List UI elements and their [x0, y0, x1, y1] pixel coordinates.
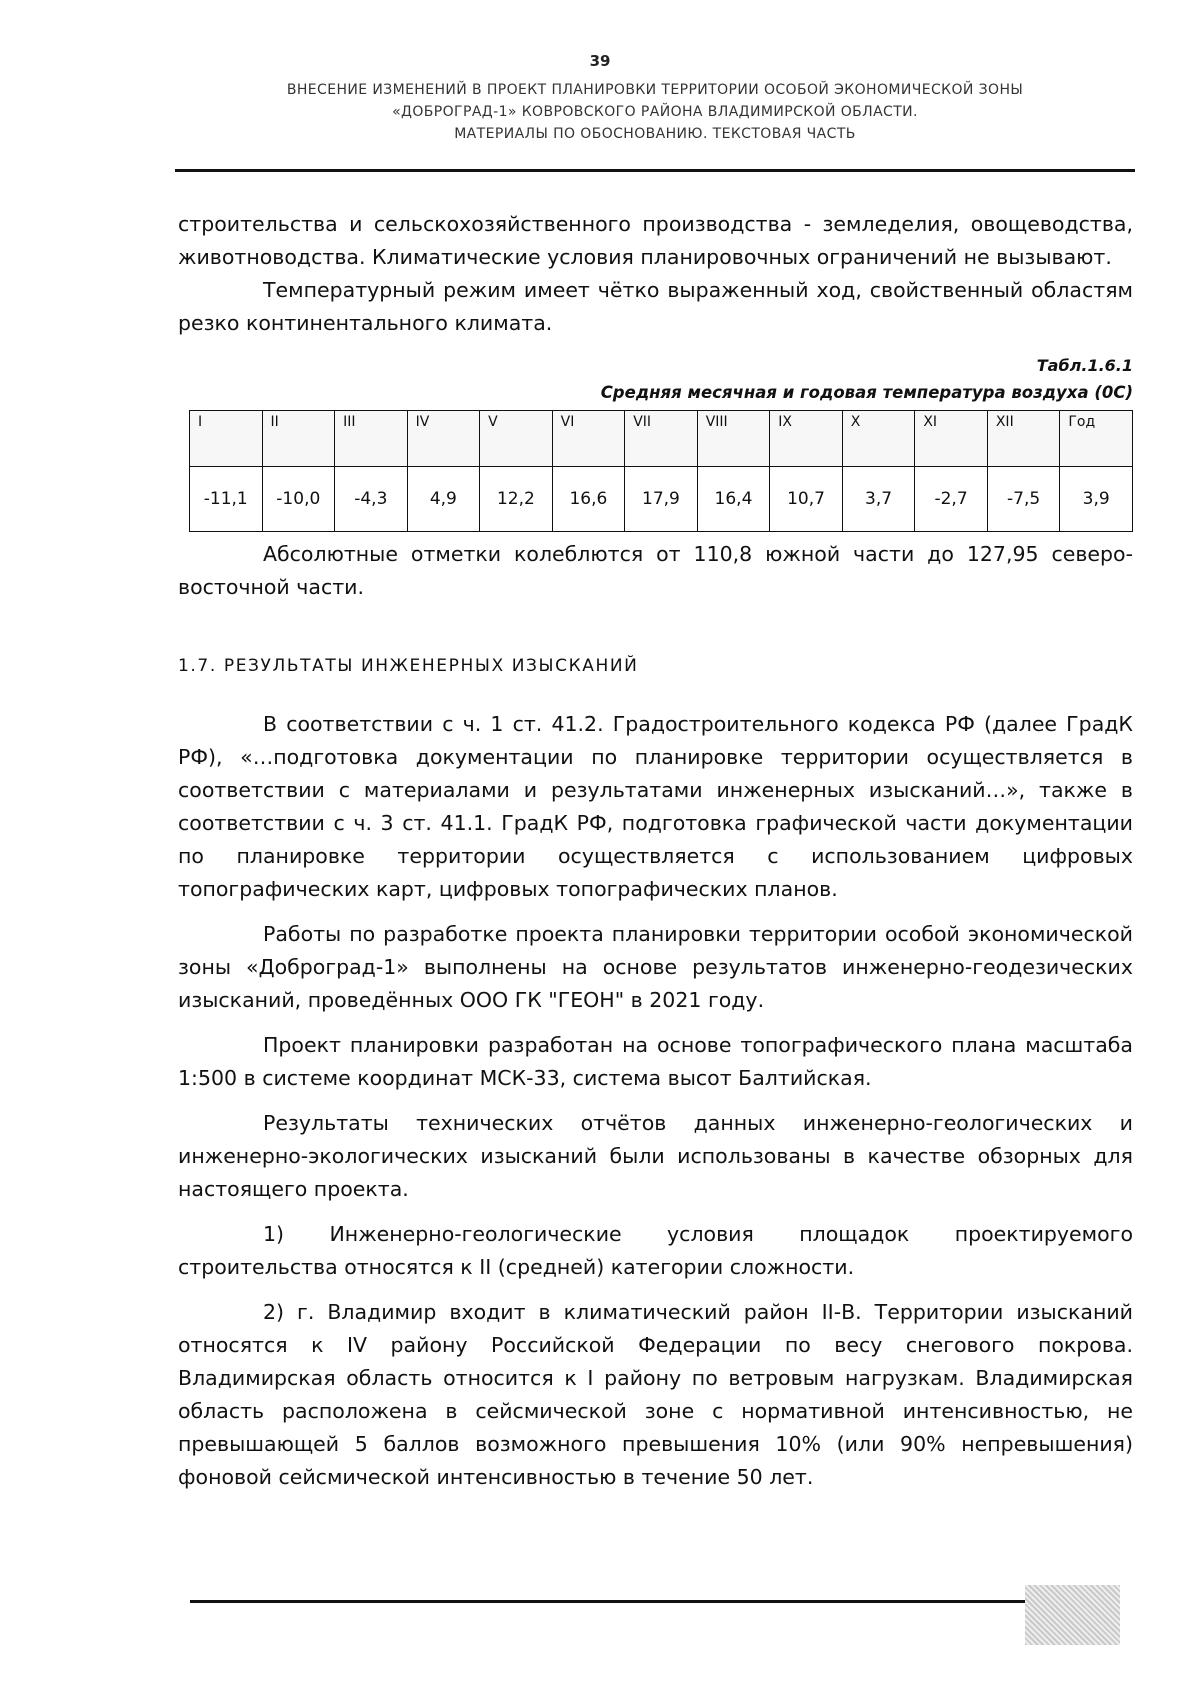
month-cell: IV: [407, 411, 480, 467]
value-cell: -2,7: [915, 467, 988, 532]
footer-divider: [190, 1600, 1086, 1603]
section-paragraph-1: В соответствии с ч. 1 ст. 41.2. Градостроительного кодекса РФ (далее ГрадК РФ), «…подготовка документации по планировке территории осуществляется в соответствии с материалами и результатами инженерных изысканий…», также в соответствии с ч. 3 ст. 41.1. ГрадК РФ, подготовка графической части документации по планировке территории осуществляется с использованием цифровых топографических карт, цифровых топографических планов.: [178, 712, 1133, 901]
header-line-2: «ДОБРОГРАД-1» КОВРОВСКОГО РАЙОНА ВЛАДИМИРСКОЙ ОБЛАСТИ.: [392, 104, 918, 120]
month-cell: VIII: [697, 411, 770, 467]
section-paragraph-6: 2) г. Владимир входит в климатический район II-В. Территории изысканий относятся к IV району Российской Федерации по весу снегового покрова. Владимирская область относится к I району по ветровым нагрузкам. Владимирская область расположена в сейсмической зоне с нормативной интенсивностью, не превышающей 5 баллов возможного превышения 10% (или 90% непревышения) фоновой сейсмической интенсивностью в течение 50 лет.: [178, 1300, 1133, 1489]
scan-stamp: [1025, 1585, 1120, 1645]
table-title: Средняя месячная и годовая температура воздуха (0С): [600, 383, 1133, 402]
after-table-text: [178, 538, 1133, 604]
value-cell: -10,0: [262, 467, 335, 532]
month-cell: VI: [552, 411, 625, 467]
month-cell: I: [190, 411, 263, 467]
section-body: [178, 708, 1133, 1494]
header-line-1: ВНЕСЕНИЕ ИЗМЕНЕНИЙ В ПРОЕКТ ПЛАНИРОВКИ ТЕРРИТОРИИ ОСОБОЙ ЭКОНОМИЧЕСКОЙ ЗОНЫ: [286, 82, 1024, 98]
table-number: Табл.1.6.1: [1036, 356, 1133, 375]
month-cell: XII: [987, 411, 1060, 467]
value-cell: 16,4: [697, 467, 770, 532]
after-table-paragraph: Абсолютные отметки колеблются от 110,8 южной части до 127,95 северо-восточной части.: [178, 542, 1133, 599]
intro-text: [178, 208, 1133, 340]
value-cell: 10,7: [770, 467, 843, 532]
value-cell: 3,7: [842, 467, 915, 532]
value-cell: -7,5: [987, 467, 1060, 532]
month-cell: V: [480, 411, 553, 467]
value-cell: -11,1: [190, 467, 263, 532]
value-cell: 4,9: [407, 467, 480, 532]
value-cell: 17,9: [625, 467, 698, 532]
header-line-3: МАТЕРИАЛЫ ПО ОБОСНОВАНИЮ. ТЕКСТОВАЯ ЧАСТЬ: [454, 126, 856, 142]
intro-paragraph-2: Температурный режим имеет чётко выраженный ход, свойственный областям резко континентального климата.: [178, 278, 1133, 335]
month-cell: II: [262, 411, 335, 467]
value-cell: 12,2: [480, 467, 553, 532]
document-header: [175, 79, 1135, 145]
section-title: 1.7. РЕЗУЛЬТАТЫ ИНЖЕНЕРНЫХ ИЗЫСКАНИЙ: [178, 656, 639, 676]
table-values-row: [190, 467, 1133, 532]
month-cell: Год: [1060, 411, 1133, 467]
month-cell: XI: [915, 411, 988, 467]
intro-paragraph-1: строительства и сельскохозяйственного производства - земледелия, овощеводства, животноводства. Климатические условия планировочных ограничений не вызывают.: [178, 212, 1133, 269]
table-header-row: [190, 411, 1133, 467]
page-number: 39: [589, 52, 611, 70]
section-paragraph-2: Работы по разработке проекта планировки территории особой экономической зоны «Доброград-1» выполнены на основе результатов инженерно-геодезических изысканий, проведённых ООО ГК "ГЕОН" в 2021 году.: [178, 922, 1133, 1012]
month-cell: III: [335, 411, 408, 467]
header-divider: [175, 169, 1135, 172]
month-cell: VII: [625, 411, 698, 467]
section-paragraph-5: 1) Инженерно-геологические условия площадок проектируемого строительства относятся к II (средней) категории сложности.: [178, 1222, 1133, 1279]
month-cell: IX: [770, 411, 843, 467]
value-cell: -4,3: [335, 467, 408, 532]
section-paragraph-4: Результаты технических отчётов данных инженерно-геологических и инженерно-экологических изысканий были использованы в качестве обзорных для настоящего проекта.: [178, 1111, 1133, 1201]
value-cell: 3,9: [1060, 467, 1133, 532]
month-cell: X: [842, 411, 915, 467]
value-cell: 16,6: [552, 467, 625, 532]
section-paragraph-3: Проект планировки разработан на основе топографического плана масштаба 1:500 в системе координат МСК-33, система высот Балтийская.: [178, 1033, 1133, 1090]
temperature-table: [189, 410, 1133, 532]
